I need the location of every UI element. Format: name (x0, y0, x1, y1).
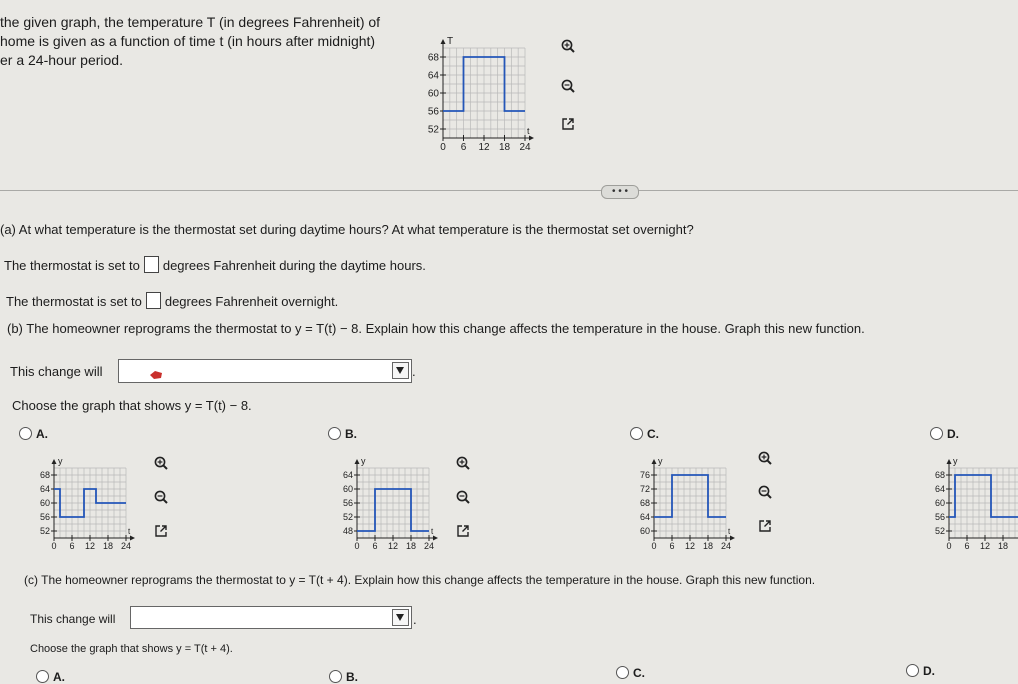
y-tick-label: 56 (39, 512, 50, 523)
part-c-question: (c) The homeowner reprograms the thermostat to y = T(t + 4). Explain how this change affects the temperature in the house. Graph this new function. (24, 573, 816, 587)
external-link-icon[interactable] (560, 116, 576, 132)
radio-c-c[interactable] (616, 666, 629, 679)
x-tick-label: 6 (372, 541, 378, 551)
x-tick-label: 6 (69, 541, 75, 551)
y-tick-label: 72 (639, 484, 650, 495)
y-tick-label: 64 (342, 470, 353, 481)
day-temperature-input[interactable] (144, 256, 159, 273)
y-tick-label: 52 (342, 512, 353, 523)
y-axis-label: y (953, 456, 958, 466)
radio-b-b[interactable] (328, 427, 341, 440)
zoom-in-icon[interactable] (560, 38, 576, 54)
y-axis-label: y (58, 456, 63, 466)
option-b-a[interactable] (19, 427, 48, 441)
y-tick-label: 68 (427, 52, 439, 64)
option-c-d-label: D. (923, 664, 935, 678)
option-c-a-label: A. (53, 670, 65, 684)
x-tick-label: 24 (423, 541, 435, 551)
part-c-choose: Choose the graph that shows y = T(t + 4). (30, 643, 233, 655)
night-temperature-input[interactable] (146, 292, 161, 309)
y-tick-label: 64 (39, 484, 50, 495)
radio-c-b[interactable] (329, 670, 342, 683)
y-tick-label: 60 (639, 526, 650, 537)
zoom-out-icon[interactable] (560, 78, 576, 94)
option-d-graph (927, 452, 1018, 558)
x-tick-label: 24 (120, 541, 132, 551)
y-axis-arrow (947, 459, 952, 464)
day-answer-row (4, 256, 426, 273)
x-tick-label: 12 (387, 541, 399, 551)
x-tick-label: 0 (51, 541, 57, 551)
y-tick-label: 64 (934, 484, 945, 495)
y-axis-arrow (441, 39, 446, 44)
intro-line-2: home is given as a function of time t (in hours after midnight) (0, 33, 376, 49)
x-tick-label: 0 (651, 541, 657, 551)
y-axis-label: y (361, 456, 366, 466)
option-b-d[interactable] (930, 427, 959, 441)
part-b-choose: Choose the graph that shows y = T(t) − 8. (12, 398, 252, 413)
part-b-change-dropdown[interactable] (118, 359, 412, 383)
y-tick-label: 60 (39, 498, 50, 509)
x-axis-label: t (128, 527, 131, 536)
zoom-out-icon[interactable] (455, 489, 471, 505)
x-axis-arrow (529, 136, 534, 141)
part-a-question: (a) At what temperature is the thermostat set during daytime hours? At what temperature is the thermostat set overnight? (0, 222, 694, 237)
part-b-question (7, 321, 865, 336)
option-c-graph (630, 452, 738, 558)
radio-c-a[interactable] (36, 670, 49, 683)
x-tick-label: 0 (946, 541, 952, 551)
x-axis-label: t (431, 527, 434, 536)
x-tick-label: 18 (702, 541, 714, 551)
option-b-b-label: B. (345, 427, 357, 441)
y-tick-label: 52 (934, 526, 945, 537)
y-tick-label: 76 (639, 470, 650, 481)
zoom-in-icon[interactable] (757, 450, 773, 466)
option-b-d-label: D. (947, 427, 959, 441)
option-c-c-label: C. (633, 666, 645, 680)
y-tick-label: 60 (342, 484, 353, 495)
x-axis-arrow (730, 536, 735, 541)
x-axis-arrow (130, 536, 135, 541)
x-tick-label: 18 (102, 541, 114, 551)
zoom-in-icon[interactable] (455, 455, 471, 471)
y-axis-arrow (355, 459, 360, 464)
cursor-marker-icon (149, 370, 163, 380)
y-tick-label: 64 (639, 512, 650, 523)
y-tick-label: 52 (39, 526, 50, 537)
x-tick-label: 12 (84, 541, 96, 551)
night-suffix: degrees Fahrenheit overnight. (164, 294, 339, 309)
y-tick-label: 52 (427, 124, 439, 136)
x-tick-label: 0 (354, 541, 360, 551)
x-tick-label: 0 (440, 142, 446, 153)
day-prefix: The thermostat is set to (4, 258, 140, 273)
intro-line-3: er a 24-hour period. (0, 52, 123, 68)
external-link-icon[interactable] (455, 523, 471, 539)
option-b-c[interactable] (630, 427, 659, 441)
option-b-b[interactable] (328, 427, 357, 441)
y-tick-label: 68 (639, 498, 650, 509)
day-suffix: degrees Fahrenheit during the daytime hours. (162, 258, 426, 273)
y-tick-label: 56 (934, 512, 945, 523)
x-tick-label: 6 (460, 142, 467, 153)
x-tick-label: 6 (669, 541, 675, 551)
y-tick-label: 64 (427, 70, 439, 82)
option-b-graph (333, 452, 441, 558)
y-tick-label: 60 (427, 88, 439, 100)
y-tick-label: 68 (934, 470, 945, 481)
option-c-b[interactable] (329, 670, 358, 684)
night-answer-row (6, 292, 338, 309)
option-c-d[interactable] (906, 664, 935, 678)
y-axis-arrow (52, 459, 57, 464)
zoom-in-icon[interactable] (153, 455, 169, 471)
part-c-change-label: This change will (30, 612, 116, 626)
option-b-c-label: C. (647, 427, 659, 441)
part-b-question-post: Explain how this change affects the temperature in the house. Graph this new function. (365, 321, 865, 336)
radio-c-d[interactable] (906, 664, 919, 677)
section-divider (0, 190, 1018, 191)
option-a-graph (30, 452, 138, 558)
option-c-b-label: B. (346, 670, 358, 684)
y-axis-arrow (652, 459, 657, 464)
option-b-a-label: A. (36, 427, 48, 441)
night-prefix: The thermostat is set to (6, 294, 142, 309)
x-tick-label: 24 (519, 142, 531, 153)
y-tick-label: 68 (39, 470, 50, 481)
zoom-out-icon[interactable] (757, 484, 773, 500)
x-axis-label: t (527, 126, 530, 136)
given-graph (413, 32, 538, 160)
part-b-change-label: This change will (10, 364, 103, 379)
y-tick-label: 48 (342, 526, 353, 537)
chevron-down-icon[interactable] (392, 362, 409, 379)
x-tick-label: 12 (979, 541, 991, 551)
option-c-a[interactable] (36, 670, 65, 684)
x-tick-label: 12 (478, 142, 490, 153)
x-axis-label: t (728, 527, 731, 536)
radio-b-c[interactable] (630, 427, 643, 440)
y-tick-label: 60 (934, 498, 945, 509)
x-tick-label: 18 (498, 142, 511, 153)
x-tick-label: 18 (405, 541, 417, 551)
radio-b-d[interactable] (930, 427, 943, 440)
part-c-change-dropdown[interactable] (130, 606, 412, 629)
external-link-icon[interactable] (153, 523, 169, 539)
zoom-out-icon[interactable] (153, 489, 169, 505)
y-axis-label: y (658, 456, 663, 466)
x-tick-label: 6 (964, 541, 970, 551)
x-tick-label: 18 (997, 541, 1009, 551)
x-tick-label: 24 (720, 541, 732, 551)
more-button[interactable]: • • • (601, 185, 639, 199)
period-mark: . (412, 364, 416, 379)
chevron-down-icon[interactable] (392, 609, 409, 626)
option-c-c[interactable] (616, 666, 645, 680)
y-tick-label: 56 (342, 498, 353, 509)
radio-b-a[interactable] (19, 427, 32, 440)
period-mark: . (413, 612, 417, 627)
external-link-icon[interactable] (757, 518, 773, 534)
y-axis-label: T (447, 36, 454, 47)
part-b-question-pre: (b) The homeowner reprograms the thermostat to y = T(t) − 8. (7, 321, 363, 336)
intro-line-1: the given graph, the temperature T (in degrees Fahrenheit) of (0, 14, 381, 30)
x-axis-arrow (433, 536, 438, 541)
y-tick-label: 56 (427, 106, 439, 118)
x-tick-label: 12 (684, 541, 696, 551)
